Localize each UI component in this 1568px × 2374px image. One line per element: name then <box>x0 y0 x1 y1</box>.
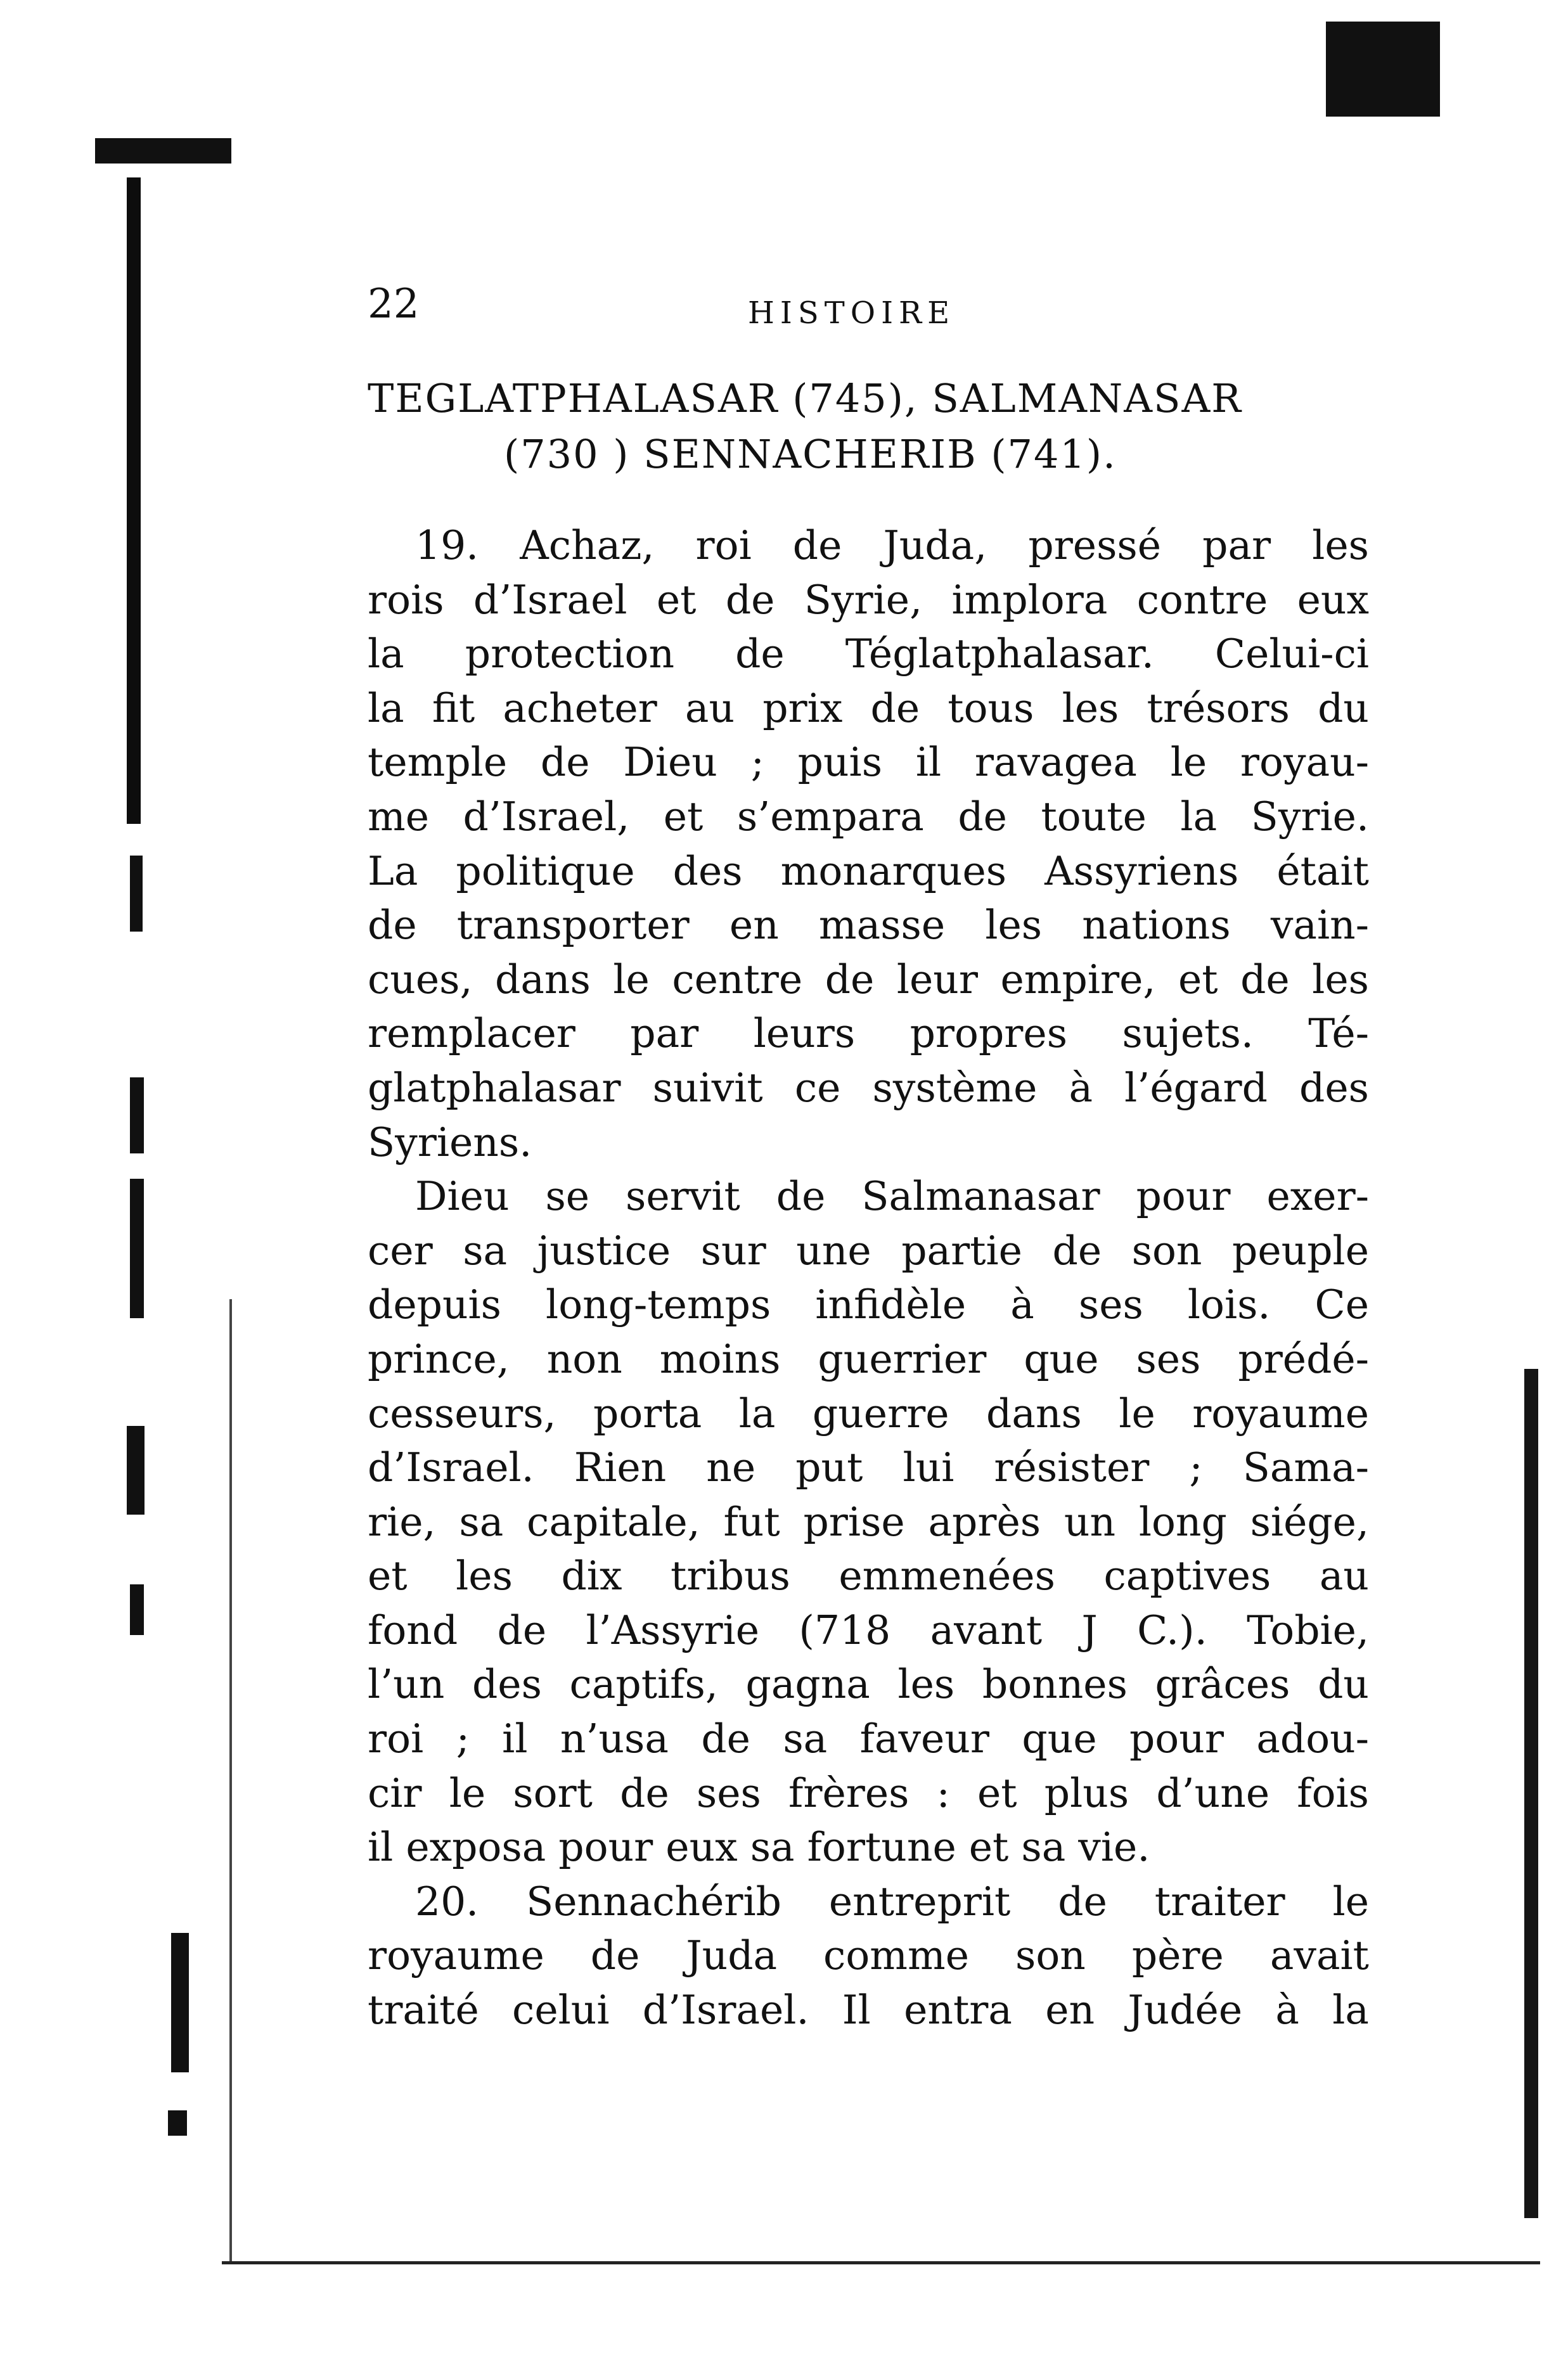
scan-corner-mark <box>1326 22 1440 117</box>
page-bottom-edge <box>222 2261 1540 2264</box>
text-line: rie, sa capitale, fut prise après un long siége, <box>368 1498 1369 1545</box>
text-line: prince, non moins guerrier que ses prédé- <box>368 1335 1369 1382</box>
binding-mark <box>168 2110 187 2136</box>
text-line: rois d’Israel et de Syrie, implora contre eux <box>368 576 1369 623</box>
text-line: il exposa pour eux sa fortune et sa vie. <box>368 1824 1150 1871</box>
binding-shadow-top <box>95 138 231 164</box>
page-fold-line <box>229 1299 232 2262</box>
binding-mark <box>130 1077 144 1153</box>
text-line: roi ; il n’usa de sa faveur que pour adou- <box>368 1716 1369 1762</box>
text-line: d’Israel. Rien ne put lui résister ; Sama- <box>368 1444 1369 1491</box>
page-edge-shadow <box>1524 1369 1538 2218</box>
binding-mark <box>171 1933 189 2072</box>
text-line: 20. Sennachérib entreprit de traiter le <box>415 1878 1369 1925</box>
text-line: l’un des captifs, gagna les bonnes grâces du <box>368 1661 1369 1708</box>
text-line: depuis long-temps infidèle à ses lois. Ce <box>368 1281 1369 1328</box>
text-line: traité celui d’Israel. Il entra en Judée à la <box>368 1987 1369 2034</box>
text-line: cues, dans le centre de leur empire, et de les <box>368 956 1369 1003</box>
heading-line: (730 ) SENNACHERIB (741). <box>504 431 1117 477</box>
binding-mark <box>130 1584 144 1635</box>
text-line: me d’Israel, et s’empara de toute la Syrie. <box>368 793 1369 840</box>
text-line: glatphalasar suivit ce système à l’égard des <box>368 1064 1369 1111</box>
text-line: cir le sort de ses frères : et plus d’une fois <box>368 1769 1369 1816</box>
heading-line: TEGLATPHALASAR (745), SALMANASAR <box>368 375 1242 421</box>
chapter-heading <box>368 371 1369 482</box>
text-line: La politique des monarques Assyriens était <box>368 847 1369 894</box>
body-text <box>368 518 1369 2037</box>
text-line: et les dix tribus emmenées captives au <box>368 1553 1369 1600</box>
text-line: cesseurs, porta la guerre dans le royaume <box>368 1390 1369 1437</box>
running-head: HISTOIRE <box>748 295 956 331</box>
text-line: fond de l’Assyrie (718 avant J C.). Tobie, <box>368 1607 1369 1653</box>
text-line: 19. Achaz, roi de Juda, pressé par les <box>415 522 1369 568</box>
binding-mark <box>130 856 143 932</box>
text-line: cer sa justice sur une partie de son peuple <box>368 1227 1369 1274</box>
text-line: remplacer par leurs propres sujets. Té- <box>368 1010 1369 1057</box>
text-line: la protection de Téglatphalasar. Celui-ci <box>368 631 1369 677</box>
page-number: 22 <box>368 281 420 328</box>
binding-mark <box>130 1179 144 1318</box>
text-line: de transporter en masse les nations vain- <box>368 902 1369 949</box>
text-line: royaume de Juda comme son père avait <box>368 1932 1369 1979</box>
text-line: Dieu se servit de Salmanasar pour exer- <box>415 1173 1369 1220</box>
text-line: Syriens. <box>368 1119 532 1165</box>
text-line: la fit acheter au prix de tous les trésors du <box>368 684 1369 731</box>
text-line: temple de Dieu ; puis il ravagea le royau- <box>368 739 1369 786</box>
binding-shadow <box>127 177 141 824</box>
binding-mark <box>127 1426 145 1515</box>
